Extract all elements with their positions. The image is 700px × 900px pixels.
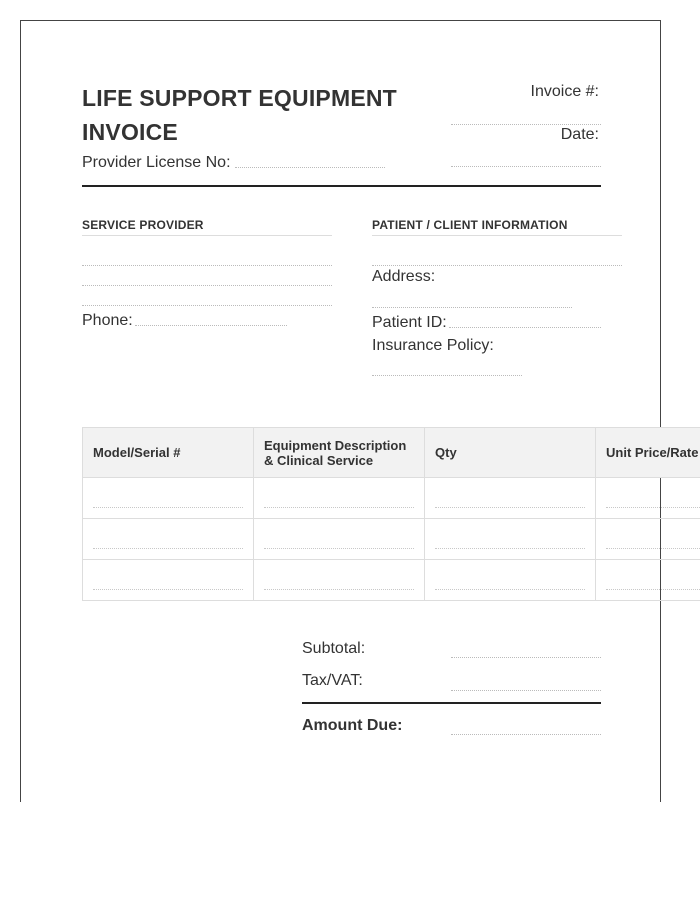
subtotal-label: Subtotal: [302,640,366,657]
provider-line-3[interactable] [82,305,332,306]
patient-info-heading-underline [372,235,622,236]
column-header-equipment-description: Equipment Description & Clinical Service [254,428,425,478]
items-table [82,427,700,601]
address-field[interactable] [372,307,572,308]
column-header-qty: Qty [425,428,596,478]
invoice-number-field[interactable] [451,124,601,125]
table-cell-unit-price[interactable] [596,478,700,519]
table-cell-model-serial[interactable] [83,519,254,560]
invoice-title-line2: INVOICE [82,119,178,145]
tax-vat-field[interactable] [451,690,601,691]
insurance-policy-field[interactable] [372,375,522,376]
service-provider-heading: SERVICE PROVIDER [82,218,204,232]
patient-id-label: Patient ID: [372,314,447,331]
amount-due-field[interactable] [451,734,601,735]
invoice-number-label: Invoice #: [530,83,599,100]
table-row [83,478,700,519]
patient-info-heading: PATIENT / CLIENT INFORMATION [372,218,568,232]
table-cell-model-serial[interactable] [83,478,254,519]
invoice-page [20,20,699,802]
patient-line-1[interactable] [372,265,622,266]
patient-id-field[interactable] [449,327,601,328]
provider-line-1[interactable] [82,265,332,266]
table-cell-description[interactable] [254,478,425,519]
amount-due-label: Amount Due: [302,717,403,734]
table-cell-qty[interactable] [425,478,596,519]
phone-field[interactable] [135,325,287,326]
column-header-unit-price: Unit Price/Rate [596,428,700,478]
table-cell-description[interactable] [254,560,425,601]
totals-divider [302,702,601,704]
phone-label: Phone: [82,312,133,329]
tax-vat-label: Tax/VAT: [302,672,363,689]
table-row [83,519,700,560]
invoice-title-line1: LIFE SUPPORT EQUIPMENT [82,85,397,111]
date-label: Date: [560,126,599,143]
table-cell-qty[interactable] [425,560,596,601]
table-cell-qty[interactable] [425,519,596,560]
service-provider-heading-underline [82,235,332,236]
table-cell-unit-price[interactable] [596,519,700,560]
provider-license-field[interactable] [235,167,385,168]
provider-license-label: Provider License No: [82,154,231,171]
column-header-model-serial: Model/Serial # [83,428,254,478]
address-label: Address: [372,268,436,285]
provider-line-2[interactable] [82,285,332,286]
items-table-header-row [83,428,700,478]
table-row [83,560,700,601]
table-cell-description[interactable] [254,519,425,560]
subtotal-field[interactable] [451,657,601,658]
date-field[interactable] [451,166,601,167]
table-cell-unit-price[interactable] [596,560,700,601]
insurance-policy-label: Insurance Policy: [372,337,494,354]
header-divider [82,185,601,187]
table-cell-model-serial[interactable] [83,560,254,601]
